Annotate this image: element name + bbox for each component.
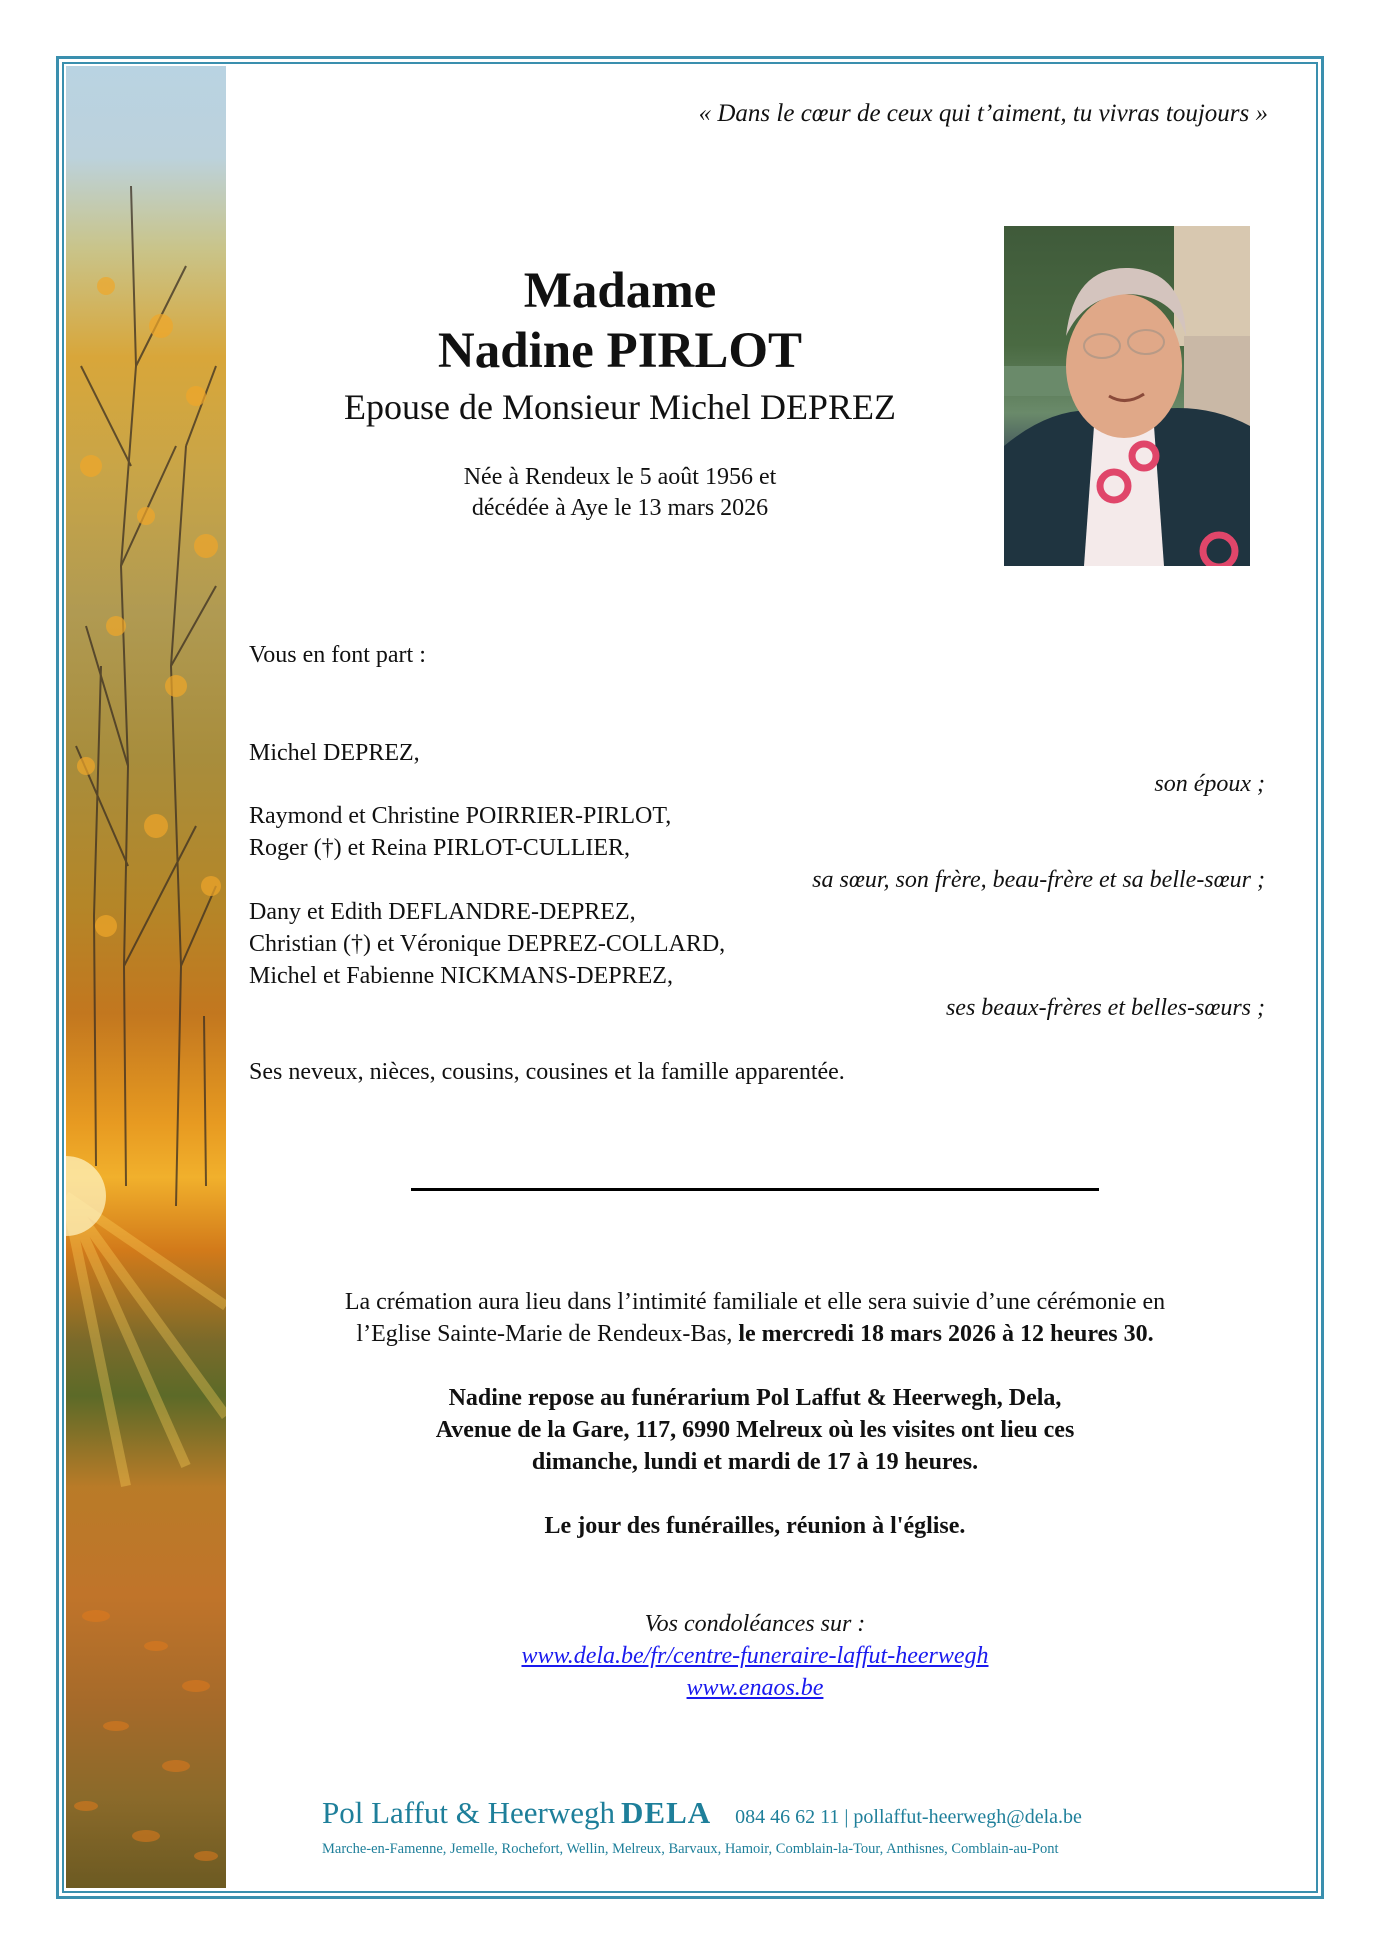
memorial-quote: « Dans le cœur de ceux qui t’aiment, tu vivras toujours » bbox=[698, 100, 1268, 127]
family-name: Dany et Edith DEFLANDRE-DEPREZ, bbox=[249, 899, 636, 925]
closing-line: Ses neveux, nièces, cousins, cousines et la famille apparentée. bbox=[249, 1059, 845, 1085]
condolences-label: Vos condoléances sur : bbox=[644, 1611, 866, 1637]
separator-line bbox=[411, 1188, 1099, 1191]
family-name: Michel et Fabienne NICKMANS-DEPREZ, bbox=[249, 963, 673, 989]
funeral-home-locations: Marche-en-Famenne, Jemelle, Rochefort, Wellin, Melreux, Barvaux, Hamoir, Comblain-la-Tour, Anthisnes, Comblain-au-Pont bbox=[322, 1841, 1059, 1857]
ceremony-line-1: La crémation aura lieu dans l’intimité familiale et elle sera suivie d’une cérémonie en bbox=[344, 1289, 1166, 1315]
funeral-home-logo bbox=[322, 1795, 711, 1831]
portrait-photo bbox=[1004, 226, 1250, 566]
death-line: décédée à Aye le 13 mars 2026 bbox=[471, 495, 769, 521]
funeral-note: Le jour des funérailles, réunion à l'église. bbox=[544, 1513, 966, 1539]
family-name: Michel DEPREZ, bbox=[249, 740, 420, 766]
dela-logo: DELA bbox=[621, 1795, 712, 1830]
funeral-home-contact: 084 46 62 11 | pollaffut-heerwegh@dela.be bbox=[735, 1806, 1082, 1828]
condolences-link-dela[interactable]: www.dela.be/fr/centre-funeraire-laffut-heerwegh bbox=[521, 1643, 989, 1669]
relation-label: son époux ; bbox=[1154, 771, 1265, 797]
visitation-line: Nadine repose au funérarium Pol Laffut & Heerwegh, Dela, bbox=[448, 1385, 1062, 1411]
family-name: Roger (†) et Reina PIRLOT-CULLIER, bbox=[249, 835, 631, 861]
deceased-name: Nadine PIRLOT bbox=[437, 323, 803, 379]
honorific: Madame bbox=[523, 263, 717, 319]
funeral-home-name: Pol Laffut & Heerwegh bbox=[322, 1795, 615, 1830]
ceremony-datetime: le mercredi 18 mars 2026 à 12 heures 30. bbox=[738, 1321, 1154, 1347]
funeral-home-footer bbox=[322, 1795, 1222, 1858]
condolences-link-enaos[interactable]: www.enaos.be bbox=[686, 1675, 824, 1701]
spouse-line: Epouse de Monsieur Michel DEPREZ bbox=[344, 387, 896, 427]
birth-line: Née à Rendeux le 5 août 1956 et bbox=[463, 464, 777, 490]
visitation-line: Avenue de la Gare, 117, 6990 Melreux où les visites ont lieu ces bbox=[435, 1417, 1075, 1443]
visitation-line: dimanche, lundi et mardi de 17 à 19 heures. bbox=[531, 1449, 979, 1475]
ceremony-location: l’Eglise Sainte-Marie de Rendeux-Bas, bbox=[356, 1321, 739, 1347]
family-name: Raymond et Christine POIRRIER-PIRLOT, bbox=[249, 803, 672, 829]
ceremony-line-2 bbox=[250, 1318, 1260, 1350]
relation-label: ses beaux-frères et belles-sœurs ; bbox=[945, 995, 1265, 1021]
intro-text: Vous en font part : bbox=[249, 642, 426, 668]
autumn-trees-photo bbox=[66, 66, 226, 1888]
relation-label: sa sœur, son frère, beau-frère et sa belle-sœur ; bbox=[812, 867, 1265, 893]
family-name: Christian (†) et Véronique DEPREZ-COLLARD, bbox=[249, 931, 726, 957]
